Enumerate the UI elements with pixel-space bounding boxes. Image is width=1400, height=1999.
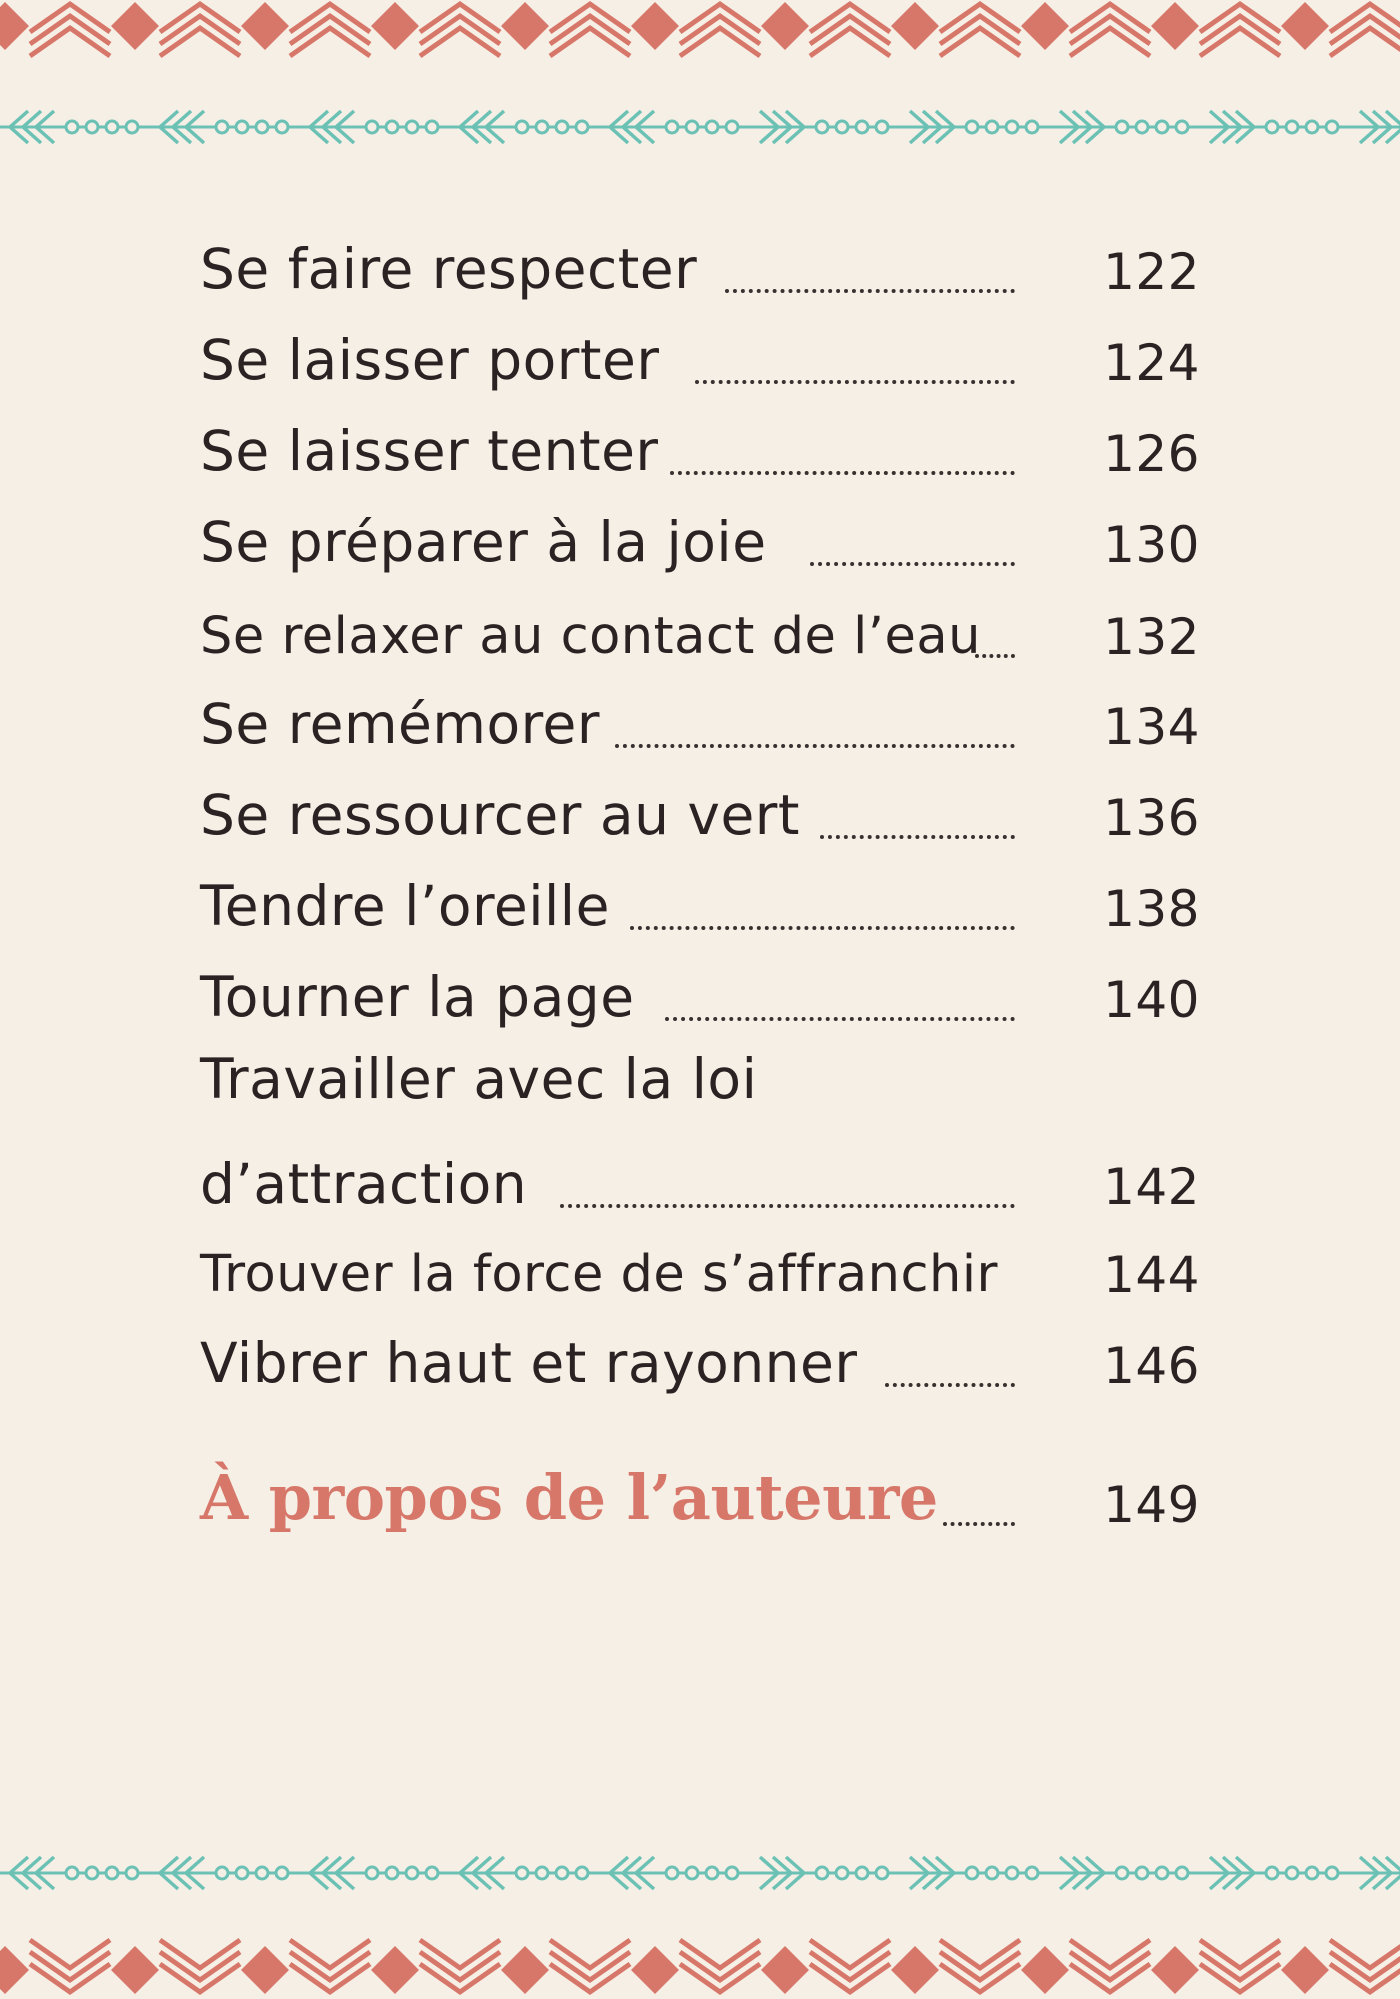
border-bead (1326, 1867, 1338, 1879)
border-bead (706, 1867, 718, 1879)
toc-entry-title: Se remémorer (200, 692, 600, 756)
dot-leader (670, 465, 1015, 475)
border-bead (1266, 1867, 1278, 1879)
about-author-page: 149 (1103, 1476, 1200, 1534)
border-bead (276, 1867, 288, 1879)
border-bead (836, 1867, 848, 1879)
border-bead (576, 1867, 588, 1879)
toc-entry-page: 144 (1103, 1246, 1200, 1304)
toc-entry-title: Se laisser tenter (200, 419, 659, 483)
kilim-diamond (111, 1946, 159, 1994)
border-bead (366, 1867, 378, 1879)
toc-entry[interactable] (200, 771, 1200, 861)
kilim-diamond (1151, 1946, 1199, 1994)
border-bead (1286, 1867, 1298, 1879)
toc-entry-page: 146 (1103, 1337, 1200, 1395)
toc-entry[interactable] (200, 862, 1200, 952)
border-bead (966, 1867, 978, 1879)
kilim-chevron (160, 1940, 240, 1968)
kilim-chevron (30, 1940, 110, 1968)
dot-leader (615, 738, 1015, 748)
border-bead (1116, 1867, 1128, 1879)
border-bead (1176, 1867, 1188, 1879)
toc-entry-title: Se relaxer au contact de l’eau (200, 607, 981, 666)
dot-leader (943, 1516, 1015, 1526)
toc-entry[interactable] (200, 498, 1200, 588)
toc-entry-title-line2: d’attraction (200, 1152, 528, 1216)
toc-entry-page: 124 (1103, 334, 1200, 392)
toc-entry-title: Vibrer haut et rayonner (200, 1331, 858, 1395)
kilim-diamond (0, 1946, 29, 1994)
toc-entry-about[interactable] (200, 1458, 1200, 1548)
border-bead (426, 1867, 438, 1879)
toc-entry-page: 142 (1103, 1158, 1200, 1216)
toc-entry-page: 140 (1103, 971, 1200, 1029)
border-bead (686, 1867, 698, 1879)
toc-entry[interactable] (200, 590, 1200, 680)
kilim-diamond (631, 1946, 679, 1994)
border-bead (126, 1867, 138, 1879)
border-bead (536, 1867, 548, 1879)
border-bead (236, 1867, 248, 1879)
toc-entry-title: Se faire respecter (200, 237, 698, 301)
kilim-chevron (1200, 1940, 1280, 1968)
kilim-diamond (761, 1946, 809, 1994)
kilim-diamond (501, 1946, 549, 1994)
border-bead (666, 1867, 678, 1879)
border-bead (1136, 1867, 1148, 1879)
border-bead (1026, 1867, 1038, 1879)
border-bead (1306, 1867, 1318, 1879)
border-bead (406, 1867, 418, 1879)
kilim-diamond (241, 1946, 289, 1994)
kilim-diamond (371, 1946, 419, 1994)
toc-entry[interactable] (200, 1228, 1200, 1318)
toc-entry-page: 138 (1103, 880, 1200, 938)
dot-leader (665, 1011, 1015, 1021)
kilim-chevron (680, 1940, 760, 1968)
toc-entry-title: Se préparer à la joie (200, 510, 767, 574)
border-bead (86, 1867, 98, 1879)
border-bead (1006, 1867, 1018, 1879)
kilim-chevron (290, 1940, 370, 1968)
toc-entry-title: Trouver la force de s’affranchir (200, 1245, 998, 1304)
toc-entry[interactable] (200, 1047, 1200, 1230)
toc-entry[interactable] (200, 953, 1200, 1043)
toc-entry[interactable] (200, 225, 1200, 315)
toc-entry-page: 134 (1103, 698, 1200, 756)
kilim-chevron (420, 1940, 500, 1968)
border-bead (1156, 1867, 1168, 1879)
dot-leader (560, 1198, 1015, 1208)
border-bead (256, 1867, 268, 1879)
kilim-chevron (1070, 1940, 1150, 1968)
border-bead (516, 1867, 528, 1879)
toc-entry-title: Se laisser porter (200, 328, 660, 392)
toc-entry[interactable] (200, 316, 1200, 406)
bottom-arrow-border (0, 1846, 1400, 1900)
border-bead (816, 1867, 828, 1879)
toc-entry-page: 122 (1103, 243, 1200, 301)
dot-leader (810, 556, 1015, 566)
dot-leader (725, 283, 1015, 293)
about-author-title: À propos de l’auteure (200, 1461, 938, 1534)
border-bead (216, 1867, 228, 1879)
toc-entry[interactable] (200, 1319, 1200, 1409)
border-bead (106, 1867, 118, 1879)
toc-entry-title: Tendre l’oreille (200, 874, 610, 938)
border-bead (726, 1867, 738, 1879)
toc-entry-page: 132 (1103, 608, 1200, 666)
dot-leader (630, 920, 1015, 930)
toc-entry-page: 136 (1103, 789, 1200, 847)
border-bead (386, 1867, 398, 1879)
toc-entry-page: 126 (1103, 425, 1200, 483)
kilim-diamond (1281, 1946, 1329, 1994)
border-bead (856, 1867, 868, 1879)
dot-leader (975, 648, 1015, 658)
border-bead (66, 1867, 78, 1879)
border-bead (876, 1867, 888, 1879)
bottom-kilim-border (0, 1934, 1400, 1999)
kilim-chevron (810, 1940, 890, 1968)
toc-entry[interactable] (200, 680, 1200, 770)
kilim-diamond (1021, 1946, 1069, 1994)
dot-leader (820, 829, 1015, 839)
toc-entry-title: Tourner la page (200, 965, 635, 1029)
dot-leader (885, 1377, 1015, 1387)
toc-entry-title: Se ressourcer au vert (200, 783, 800, 847)
toc-entry[interactable] (200, 407, 1200, 497)
dot-leader (695, 374, 1015, 384)
border-bead (986, 1867, 998, 1879)
toc-entry-title-line1: Travailler avec la loi (200, 1047, 758, 1111)
kilim-chevron (550, 1940, 630, 1968)
border-bead (556, 1867, 568, 1879)
kilim-diamond (891, 1946, 939, 1994)
toc-entry-page: 130 (1103, 516, 1200, 574)
kilim-chevron (940, 1940, 1020, 1968)
